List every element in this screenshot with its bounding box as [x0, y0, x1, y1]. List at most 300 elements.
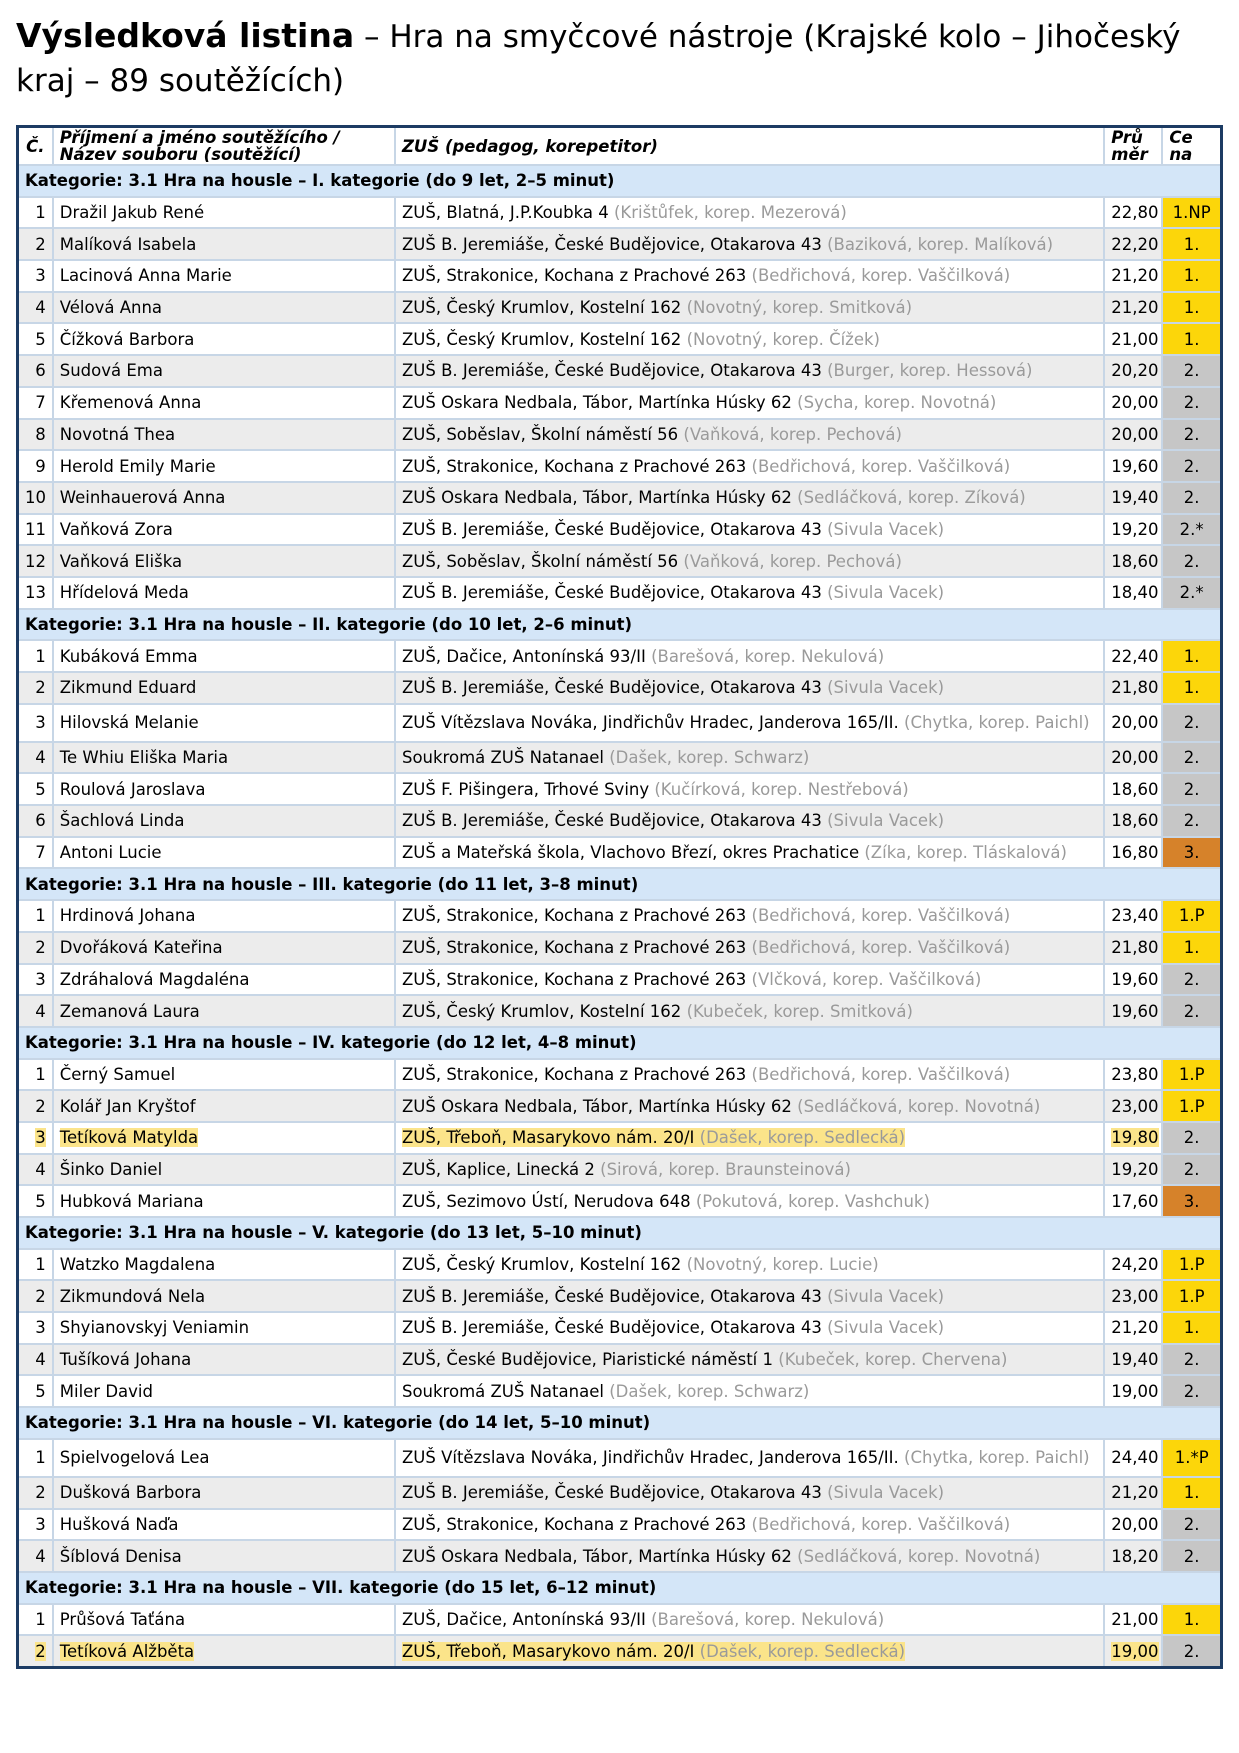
school-name: ZUŠ Oskara Nedbala, Tábor, Martínka Húsky 62: [401, 488, 792, 508]
average-score-text: 20,00: [1111, 393, 1159, 413]
school-name: ZUŠ, Strakonice, Kochana z Prachové 263: [401, 969, 747, 989]
teacher-names: (Kučírková, korep. Nestřebová): [654, 779, 909, 799]
competitor-name: [53, 482, 395, 514]
prize-badge: [1162, 1635, 1221, 1667]
school-name: ZUŠ, Sezimovo Ústí, Nerudova 648: [401, 1191, 691, 1211]
row-number: [18, 773, 53, 805]
row-number-text: 1: [35, 1609, 46, 1629]
average-score: [1104, 450, 1162, 482]
average-score-text: 19,60: [1111, 969, 1159, 989]
prize-badge: [1162, 742, 1221, 774]
row-number-text: 10: [25, 488, 46, 508]
prize-badge: [1162, 292, 1221, 324]
average-score-text: 18,60: [1111, 779, 1159, 799]
average-score-text: 23,00: [1111, 1286, 1159, 1306]
school-cell: [395, 450, 1104, 482]
school-cell: [395, 1312, 1104, 1344]
prize-text: 2.: [1183, 1128, 1200, 1148]
row-number: [18, 1312, 53, 1344]
prize-badge: [1162, 1122, 1221, 1154]
row-number: [18, 1185, 53, 1217]
competitor-name: [53, 773, 395, 805]
school-name: ZUŠ, Český Krumlov, Kostelní 162: [401, 298, 682, 318]
prize-text: 2.: [1183, 424, 1200, 444]
average-score-text: 22,20: [1111, 234, 1159, 254]
row-number: [18, 932, 53, 964]
average-score: [1104, 1375, 1162, 1407]
teacher-names: (Vaňková, korep. Pechová): [683, 551, 902, 571]
prize-text: 1.: [1183, 329, 1200, 349]
row-number-text: 1: [35, 646, 46, 666]
table-row: [18, 1439, 1222, 1477]
row-number: [18, 900, 53, 932]
school-name: ZUŠ Oskara Nedbala, Tábor, Martínka Húsky 62: [401, 1546, 792, 1566]
school-name: Soukromá ZUŠ Natanael: [401, 1381, 604, 1401]
row-number: [18, 514, 53, 546]
school-name: ZUŠ B. Jeremiáše, České Budějovice, Otakarova 43: [401, 234, 822, 254]
school-cell: [395, 482, 1104, 514]
prize-text: 2.: [1183, 811, 1200, 831]
competitor-name: [53, 1375, 395, 1407]
table-row: [18, 1122, 1222, 1154]
row-number-text: 3: [35, 1318, 46, 1338]
competitor-name: [53, 260, 395, 292]
row-number-text: 2: [35, 938, 46, 958]
prize-badge: [1162, 704, 1221, 742]
teacher-names: (Bedřichová, korep. Vaščilková): [751, 906, 1011, 926]
table-row: [18, 292, 1222, 324]
competitor-name: [53, 514, 395, 546]
school-cell: [395, 292, 1104, 324]
school-cell: [395, 1439, 1104, 1477]
average-score: [1104, 228, 1162, 260]
competitor-name: [53, 1312, 395, 1344]
average-score-text: 19,40: [1111, 1350, 1159, 1370]
teacher-names: (Zíka, korep. Tláskalová): [864, 843, 1067, 863]
row-number-text: 8: [35, 424, 46, 444]
row-number-text: 1: [35, 203, 46, 223]
row-number: [18, 837, 53, 869]
row-number: [18, 1540, 53, 1572]
average-score: [1104, 1059, 1162, 1091]
competitor-name: [53, 742, 395, 774]
prize-badge: [1162, 1249, 1221, 1281]
prize-badge: [1162, 450, 1221, 482]
average-score-text: 21,20: [1111, 1318, 1159, 1338]
competitor-name-text: Hilovská Melanie: [59, 713, 199, 733]
row-number-text: 5: [35, 779, 46, 799]
average-score: [1104, 805, 1162, 837]
teacher-names: (Chytka, korep. Paichl): [904, 1448, 1090, 1468]
prize-text: 2.: [1183, 1381, 1200, 1401]
row-number: [18, 1509, 53, 1541]
average-score-text: 21,20: [1111, 298, 1159, 318]
row-number-text: 1: [35, 1448, 46, 1468]
average-score: [1104, 1635, 1162, 1667]
table-row: [18, 1090, 1222, 1122]
table-row: [18, 805, 1222, 837]
row-number: [18, 1604, 53, 1636]
average-score-text: 17,60: [1111, 1191, 1159, 1211]
competitor-name-text: Šachlová Linda: [59, 811, 185, 831]
school-name: ZUŠ, Český Krumlov, Kostelní 162: [401, 329, 682, 349]
table-row: [18, 1635, 1222, 1667]
prize-badge: [1162, 545, 1221, 577]
teacher-names: (Bedřichová, korep. Vaščilková): [751, 456, 1011, 476]
category-row: [18, 1027, 1222, 1059]
prize-badge: [1162, 355, 1221, 387]
teacher-names: (Sivula Vacek): [827, 678, 945, 698]
row-number: [18, 1122, 53, 1154]
competitor-name: [53, 1280, 395, 1312]
prize-text: 2.: [1183, 713, 1200, 733]
school-cell: [395, 1090, 1104, 1122]
row-number-text: 2: [35, 1286, 46, 1306]
average-score-text: 21,00: [1111, 329, 1159, 349]
teacher-names: (Burger, korep. Hessová): [827, 361, 1033, 381]
prize-badge: [1162, 260, 1221, 292]
school-name: ZUŠ, Soběslav, Školní náměstí 56: [401, 424, 679, 444]
prize-text: 1.P: [1178, 1096, 1205, 1116]
average-score-text: 23,00: [1111, 1096, 1159, 1116]
average-score: [1104, 1344, 1162, 1376]
prize-badge: [1162, 1439, 1221, 1477]
average-score: [1104, 995, 1162, 1027]
prize-text: 1.*P: [1174, 1448, 1209, 1468]
row-number: [18, 545, 53, 577]
average-score-text: 24,20: [1111, 1255, 1159, 1275]
competitor-name-text: Tušíková Johana: [59, 1350, 192, 1370]
prize-badge: [1162, 964, 1221, 996]
table-row: [18, 1477, 1222, 1509]
competitor-name-text: Průšová Taťána: [59, 1609, 186, 1629]
competitor-name: [53, 292, 395, 324]
table-row: [18, 419, 1222, 451]
teacher-names: (Dašek, korep. Sedlecká): [699, 1641, 906, 1661]
average-score: [1104, 1154, 1162, 1186]
row-number: [18, 450, 53, 482]
row-number-text: 1: [35, 1255, 46, 1275]
row-number-text: 5: [35, 1191, 46, 1211]
row-number: [18, 323, 53, 355]
table-row: [18, 1509, 1222, 1541]
row-number: [18, 1059, 53, 1091]
table-row: [18, 837, 1222, 869]
school-name: ZUŠ Vítězslava Nováka, Jindřichův Hradec, Janderova 165/II.: [401, 1448, 899, 1468]
row-number: [18, 1477, 53, 1509]
prize-text: 2.: [1183, 1350, 1200, 1370]
school-name: ZUŠ F. Pišingera, Trhové Sviny: [401, 779, 650, 799]
prize-text: 1.: [1183, 234, 1200, 254]
average-score: [1104, 704, 1162, 742]
table-row: [18, 260, 1222, 292]
prize-badge: [1162, 1604, 1221, 1636]
teacher-names: (Baziková, korep. Malíková): [827, 234, 1054, 254]
average-score: [1104, 514, 1162, 546]
average-score-text: 20,00: [1111, 424, 1159, 444]
school-cell: [395, 323, 1104, 355]
average-score-text: 20,20: [1111, 361, 1159, 381]
prize-text: 2.: [1183, 361, 1200, 381]
prize-text: 2.: [1183, 551, 1200, 571]
teacher-names: (Sycha, korep. Novotná): [797, 393, 997, 413]
teacher-names: (Novotný, korep. Čížek): [686, 329, 880, 349]
school-cell: [395, 577, 1104, 609]
school-cell: [395, 1185, 1104, 1217]
competitor-name: [53, 577, 395, 609]
table-row: [18, 1540, 1222, 1572]
average-score: [1104, 672, 1162, 704]
average-score-text: 19,00: [1111, 1641, 1159, 1661]
row-number-text: 9: [35, 456, 46, 476]
teacher-names: (Sivula Vacek): [827, 811, 945, 831]
row-number-text: 13: [25, 583, 46, 603]
competitor-name-text: Dvořáková Kateřina: [59, 938, 223, 958]
row-number: [18, 704, 53, 742]
competitor-name: [53, 640, 395, 672]
average-score: [1104, 1249, 1162, 1281]
average-score: [1104, 577, 1162, 609]
school-cell: [395, 704, 1104, 742]
school-cell: [395, 1509, 1104, 1541]
competitor-name: [53, 450, 395, 482]
table-row: [18, 900, 1222, 932]
school-cell: [395, 932, 1104, 964]
competitor-name-text: Zikmundová Nela: [59, 1286, 206, 1306]
row-number: [18, 387, 53, 419]
row-number: [18, 197, 53, 229]
teacher-names: (Dašek, korep. Sedlecká): [699, 1128, 906, 1148]
row-number: [18, 964, 53, 996]
competitor-name-text: Spielvogelová Lea: [59, 1448, 210, 1468]
prize-text: 2.: [1183, 1641, 1200, 1661]
school-name: ZUŠ B. Jeremiáše, České Budějovice, Otakarova 43: [401, 678, 822, 698]
school-cell: [395, 197, 1104, 229]
teacher-names: (Bedřichová, korep. Vaščilková): [751, 1064, 1011, 1084]
competitor-name-text: Kubáková Emma: [59, 646, 198, 666]
school-name: ZUŠ, Soběslav, Školní náměstí 56: [401, 551, 679, 571]
table-row: [18, 964, 1222, 996]
competitor-name: [53, 1249, 395, 1281]
prize-text: 3.: [1183, 1191, 1200, 1211]
average-score-text: 22,80: [1111, 203, 1159, 223]
teacher-names: (Dašek, korep. Schwarz): [609, 1381, 810, 1401]
row-number-text: 2: [35, 1641, 46, 1661]
average-score-text: 23,80: [1111, 1064, 1159, 1084]
row-number: [18, 482, 53, 514]
average-score-text: 21,20: [1111, 1483, 1159, 1503]
average-score-text: 16,80: [1111, 843, 1159, 863]
row-number-text: 7: [35, 393, 46, 413]
average-score-text: 19,00: [1111, 1381, 1159, 1401]
school-name: ZUŠ, Dačice, Antonínská 93/II: [401, 646, 646, 666]
teacher-names: (Sedláčková, korep. Novotná): [797, 1546, 1041, 1566]
row-number-text: 11: [25, 519, 46, 539]
teacher-names: (Sivula Vacek): [827, 519, 945, 539]
competitor-name-text: Kolář Jan Kryštof: [59, 1096, 196, 1116]
average-score: [1104, 742, 1162, 774]
row-number: [18, 1375, 53, 1407]
average-score: [1104, 964, 1162, 996]
results-body: [18, 165, 1222, 1667]
table-row: [18, 482, 1222, 514]
prize-badge: [1162, 577, 1221, 609]
prize-text: 2.: [1183, 456, 1200, 476]
school-name: ZUŠ B. Jeremiáše, České Budějovice, Otakarova 43: [401, 583, 822, 603]
average-score: [1104, 1122, 1162, 1154]
competitor-name-text: Roulová Jaroslava: [59, 779, 206, 799]
competitor-name: [53, 1344, 395, 1376]
school-name: ZUŠ, Kaplice, Linecká 2: [401, 1159, 595, 1179]
table-row: [18, 228, 1222, 260]
prize-text: 1.: [1183, 678, 1200, 698]
school-name: ZUŠ, Strakonice, Kochana z Prachové 263: [401, 1514, 747, 1534]
average-score: [1104, 773, 1162, 805]
competitor-name: [53, 1439, 395, 1477]
prize-text: 1.P: [1178, 1064, 1205, 1084]
row-number: [18, 995, 53, 1027]
teacher-names: (Dašek, korep. Schwarz): [609, 748, 810, 768]
teacher-names: (Sedláčková, korep. Zíková): [797, 488, 1026, 508]
competitor-name-text: Dražil Jakub René: [59, 203, 205, 223]
average-score: [1104, 640, 1162, 672]
row-number-text: 3: [35, 713, 46, 733]
average-score-text: 21,00: [1111, 1609, 1159, 1629]
header-avg: Prů měr: [1104, 127, 1162, 166]
school-cell: [395, 964, 1104, 996]
category-label: Kategorie: 3.1 Hra na housle – IV. kategorie (do 12 let, 4–8 minut): [18, 1027, 1222, 1059]
prize-badge: [1162, 1312, 1221, 1344]
competitor-name: [53, 1185, 395, 1217]
prize-text: 2.: [1183, 488, 1200, 508]
competitor-name: [53, 1154, 395, 1186]
category-row: [18, 868, 1222, 900]
competitor-name-text: Shyianovskyj Veniamin: [59, 1318, 250, 1338]
table-row: [18, 672, 1222, 704]
competitor-name-text: Čížková Barbora: [59, 329, 195, 349]
average-score: [1104, 323, 1162, 355]
school-cell: [395, 1059, 1104, 1091]
competitor-name-text: Tetíková Alžběta: [59, 1641, 195, 1661]
school-name: ZUŠ, Dačice, Antonínská 93/II: [401, 1609, 646, 1629]
school-cell: [395, 837, 1104, 869]
prize-text: 1.: [1183, 1483, 1200, 1503]
prize-text: 1.P: [1178, 1255, 1205, 1275]
school-cell: [395, 1635, 1104, 1667]
row-number-text: 2: [35, 234, 46, 254]
school-name: ZUŠ Oskara Nedbala, Tábor, Martínka Húsky 62: [401, 393, 792, 413]
row-number-text: 3: [35, 266, 46, 286]
school-cell: [395, 545, 1104, 577]
prize-badge: [1162, 900, 1221, 932]
average-score: [1104, 419, 1162, 451]
prize-badge: [1162, 1154, 1221, 1186]
school-cell: [395, 1154, 1104, 1186]
school-cell: [395, 419, 1104, 451]
school-cell: [395, 773, 1104, 805]
page-title: [16, 14, 1223, 103]
row-number-text: 3: [35, 969, 46, 989]
average-score: [1104, 1540, 1162, 1572]
page-title-subtitle: – Hra na smyčcové nástroje (Krajské kolo – Jihočeský kraj – 89 soutěžících): [16, 19, 1181, 99]
prize-text: 2.: [1183, 1514, 1200, 1534]
prize-text: 1.: [1183, 298, 1200, 318]
row-number-text: 2: [35, 1096, 46, 1116]
school-name: ZUŠ Vítězslava Nováka, Jindřichův Hradec, Janderova 165/II.: [401, 713, 899, 733]
prize-text: 1.: [1183, 1318, 1200, 1338]
competitor-name-text: Vaňková Zora: [59, 519, 173, 539]
average-score-text: 21,80: [1111, 678, 1159, 698]
teacher-names: (Pokutová, korep. Vashchuk): [695, 1191, 930, 1211]
prize-text: 1.P: [1178, 1286, 1205, 1306]
average-score: [1104, 387, 1162, 419]
header-prize: Ce na: [1162, 127, 1221, 166]
competitor-name-text: Lacinová Anna Marie: [59, 266, 232, 286]
school-cell: [395, 995, 1104, 1027]
prize-badge: [1162, 805, 1221, 837]
category-label: Kategorie: 3.1 Hra na housle – VI. kategorie (do 14 let, 5–10 minut): [18, 1407, 1222, 1439]
prize-badge: [1162, 1059, 1221, 1091]
prize-badge: [1162, 228, 1221, 260]
school-cell: [395, 805, 1104, 837]
row-number: [18, 419, 53, 451]
table-row: [18, 387, 1222, 419]
competitor-name-text: Hrdinová Johana: [59, 906, 196, 926]
school-name: Soukromá ZUŠ Natanael: [401, 748, 604, 768]
competitor-name: [53, 964, 395, 996]
row-number-text: 4: [35, 1546, 46, 1566]
prize-badge: [1162, 387, 1221, 419]
prize-text: 2.: [1183, 1159, 1200, 1179]
row-number-text: 5: [35, 329, 46, 349]
table-row: [18, 1604, 1222, 1636]
average-score-text: 18,60: [1111, 551, 1159, 571]
table-row: [18, 577, 1222, 609]
row-number: [18, 1635, 53, 1667]
results-table: [16, 125, 1223, 1669]
row-number: [18, 1090, 53, 1122]
prize-badge: [1162, 773, 1221, 805]
table-row: [18, 323, 1222, 355]
prize-badge: [1162, 1090, 1221, 1122]
average-score-text: 18,40: [1111, 583, 1159, 603]
row-number: [18, 640, 53, 672]
school-cell: [395, 1604, 1104, 1636]
average-score-text: 21,20: [1111, 266, 1159, 286]
row-number-text: 4: [35, 748, 46, 768]
prize-text: 1.NP: [1172, 203, 1211, 223]
prize-badge: [1162, 1477, 1221, 1509]
competitor-name-text: Zikmund Eduard: [59, 678, 197, 698]
average-score-text: 20,00: [1111, 1514, 1159, 1534]
competitor-name: [53, 672, 395, 704]
prize-text: 2.: [1183, 1546, 1200, 1566]
table-header-row: [18, 127, 1222, 166]
row-number: [18, 1249, 53, 1281]
school-cell: [395, 260, 1104, 292]
school-cell: [395, 514, 1104, 546]
school-name: ZUŠ, Třeboň, Masarykovo nám. 20/I: [401, 1128, 695, 1148]
average-score-text: 23,40: [1111, 906, 1159, 926]
school-name: ZUŠ, Strakonice, Kochana z Prachové 263: [401, 906, 747, 926]
average-score-text: 19,60: [1111, 1001, 1159, 1021]
prize-badge: [1162, 837, 1221, 869]
table-row: [18, 640, 1222, 672]
school-name: ZUŠ B. Jeremiáše, České Budějovice, Otakarova 43: [401, 1318, 822, 1338]
competitor-name-text: Hubková Mariana: [59, 1191, 204, 1211]
average-score: [1104, 197, 1162, 229]
table-row: [18, 545, 1222, 577]
